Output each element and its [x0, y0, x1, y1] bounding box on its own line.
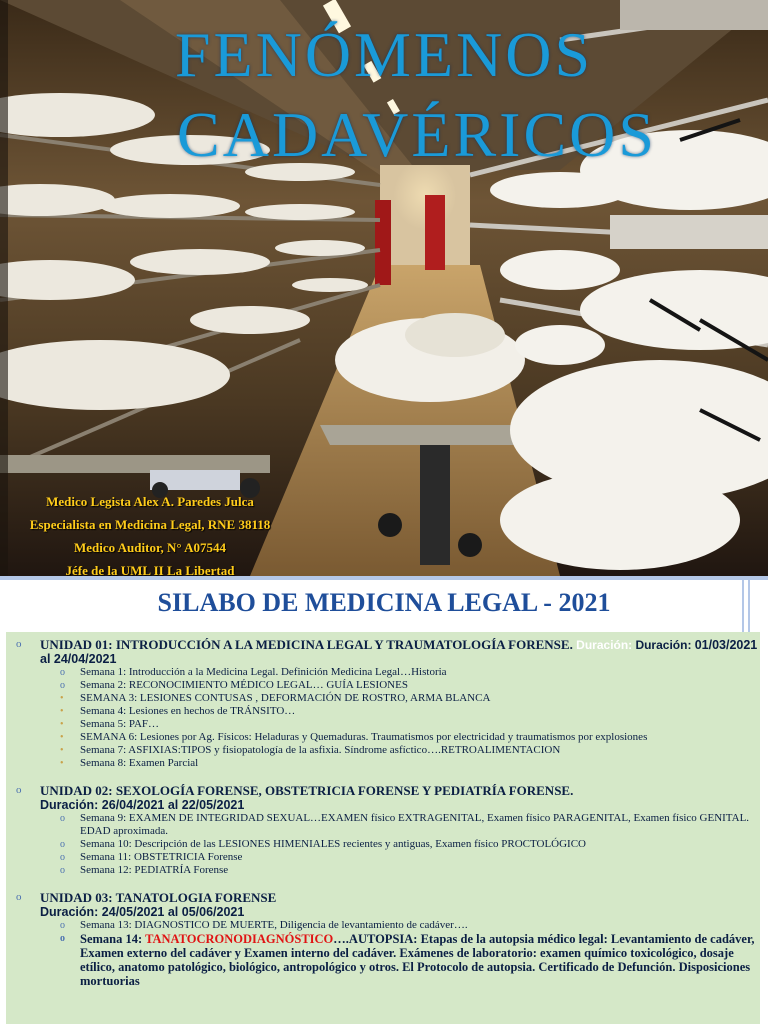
units-list [6, 632, 760, 1024]
duration-ghost-label: Duración: [572, 638, 633, 652]
unit-02 [6, 784, 760, 877]
week-item: • Semana 5: PAF… [80, 718, 760, 731]
credit-line: Medico Auditor, N° A07544 [73, 540, 227, 555]
frame-border [0, 576, 768, 580]
credit-line: Medico Legista Alex A. Paredes Julca [46, 494, 254, 509]
duration-label: Duración: [635, 638, 692, 652]
week-list [40, 919, 760, 988]
unit-title: UNIDAD 02: SEXOLOGÍA FORENSE, OBSTETRICIA FORENSE Y PEDIATRÍA FORENSE. [40, 783, 574, 798]
week-item: o Semana 10: Descripción de las LESIONES HIMENIALES recientes y antiguas, Examen físico PROCTOLÓGICO [80, 838, 760, 851]
week-item: • Semana 4: Lesiones en hechos de TRÁNSITO… [80, 705, 760, 718]
week-item: • Semana 7: ASFIXIAS:TIPOS y fisiopatología de la asfixia. Síndrome asfíctico….RETROALIMENTACION [80, 744, 760, 757]
credit-line: Jéfe de la UML II La Libertad [65, 563, 235, 576]
unit-duration: Duración: 24/05/2021 al 05/06/2021 [40, 905, 245, 919]
syllabus-title: SILABO DE MEDICINA LEGAL - 2021 [157, 588, 611, 617]
credit-line: Especialista en Medicina Legal, RNE 38118 [29, 517, 271, 532]
unit-bullet: o [16, 638, 22, 650]
week-label: Semana 14: [80, 932, 143, 946]
cover-title-line2: CADAVÉRICOS [177, 99, 657, 170]
week-item: o Semana 11: OBSTETRICIA Forense [80, 851, 760, 864]
week-item: • SEMANA 3: LESIONES CONTUSAS , DEFORMACIÓN DE ROSTRO, ARMA BLANCA [80, 692, 760, 705]
syllabus-section [0, 576, 768, 1024]
week-item: o Semana 2: RECONOCIMIENTO MÉDICO LEGAL… GUÍA LESIONES [80, 679, 760, 692]
week-item: o Semana 13: DIAGNOSTICO DE MUERTE, Diligencia de levantamiento de cadáver…. [80, 919, 760, 932]
unit-01 [6, 638, 760, 770]
week-item: o Semana 9: EXAMEN DE INTEGRIDAD SEXUAL…EXAMEN físico EXTRAGENITAL, Examen físico PARAGENITAL, Examen físico GENITAL. EDAD aproximada. [80, 812, 760, 838]
cover-title-line1: FENÓMENOS [174, 19, 594, 90]
week-item: • Semana 8: Examen Parcial [80, 757, 760, 770]
week-item: • SEMANA 6: Lesiones por Ag. Físicos: Heladuras y Quemaduras. Traumatismos por electricidad y traumatismos por explosiones [80, 731, 760, 744]
week-item: o Semana 12: PEDIATRÍA Forense [80, 864, 760, 877]
unit-duration: 01/03/2021 al 24/04/2021 [40, 638, 758, 666]
week-list [40, 812, 760, 877]
week-item [80, 932, 760, 988]
author-credits [0, 490, 300, 576]
unit-title: UNIDAD 03: TANATOLOGIA FORENSE [40, 890, 277, 905]
unit-duration: Duración: 26/04/2021 al 22/05/2021 [40, 798, 245, 812]
unit-title-text: UNIDAD 01: INTRODUCCIÓN A LA MEDICINA LEGAL Y TRAUMATOLOGÍA FORENSE. [40, 637, 573, 652]
week-list [40, 666, 760, 770]
highlight-term: TANATOCRONODIAGNÓSTICO [145, 932, 334, 946]
week-description: ….AUTOPSIA: Etapas de la autopsia médico legal: Levantamiento de cadáver, Examen externo del cadáver y Examen interno del cadáver. Exámenes de laboratorio: examen químico toxicológico, dosaje etílico, anatomo patológico, biológico, antropológico y otros. El Protocolo de autopsia. Certificado de Defunción. Disposiciones mortuorias [80, 932, 755, 988]
week-item: o Semana 1: Introducción a la Medicina Legal. Definición Medicina Legal…Historia [80, 666, 760, 679]
unit-title [40, 638, 760, 666]
unit-bullet: o [16, 784, 22, 796]
unit-03 [6, 891, 760, 988]
unit-bullet: o [16, 891, 22, 903]
